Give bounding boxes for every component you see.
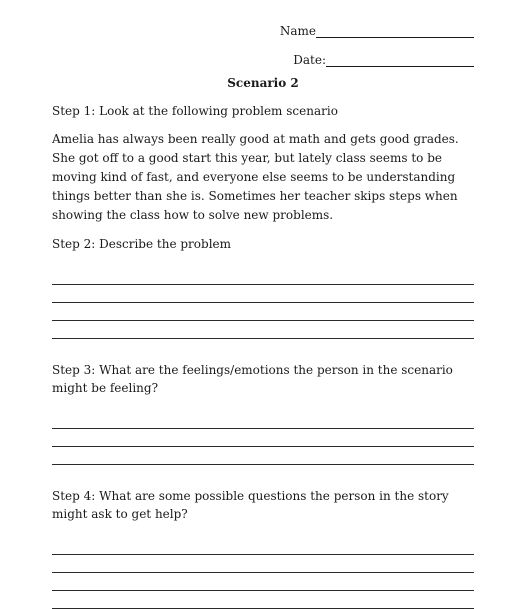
page-title: Scenario 2 [227, 76, 299, 90]
worksheet-page [52, 18, 474, 609]
answer-line[interactable] [52, 447, 474, 465]
name-row [52, 18, 474, 38]
answer-line[interactable] [52, 573, 474, 591]
date-label: Date: [293, 53, 326, 67]
answer-line[interactable] [52, 267, 474, 285]
answer-line[interactable] [52, 321, 474, 339]
step1-instruction: Step 1: Look at the following problem scenario [52, 104, 338, 118]
date-row [52, 47, 474, 67]
answer-line[interactable] [52, 303, 474, 321]
answer-line[interactable] [52, 429, 474, 447]
spacer [52, 465, 474, 487]
step4-instruction: Step 4: What are some possible questions the person in the story might ask to get help? [52, 489, 449, 521]
answer-line[interactable] [52, 285, 474, 303]
name-blank-line[interactable] [316, 25, 474, 38]
answer-line[interactable] [52, 537, 474, 555]
answer-line[interactable] [52, 591, 474, 609]
step2-instruction: Step 2: Describe the problem [52, 237, 232, 251]
scenario-paragraph: Amelia has always been really good at math and gets good grades. She got off to a good start this year, but lately class seems to be moving kind of fast, and everyone else seems to be understanding things better than she is. Sometimes her teacher skips steps when showing the class how to solve new problems. [52, 132, 459, 222]
step2-answer-lines [52, 267, 474, 339]
name-label: Name [279, 24, 316, 38]
step4-answer-lines [52, 537, 474, 609]
date-blank-line[interactable] [326, 54, 474, 67]
spacer [52, 339, 474, 361]
answer-line[interactable] [52, 555, 474, 573]
answer-line[interactable] [52, 411, 474, 429]
step3-answer-lines [52, 411, 474, 465]
step3-instruction: Step 3: What are the feelings/emotions the person in the scenario might be feeling? [52, 363, 453, 395]
